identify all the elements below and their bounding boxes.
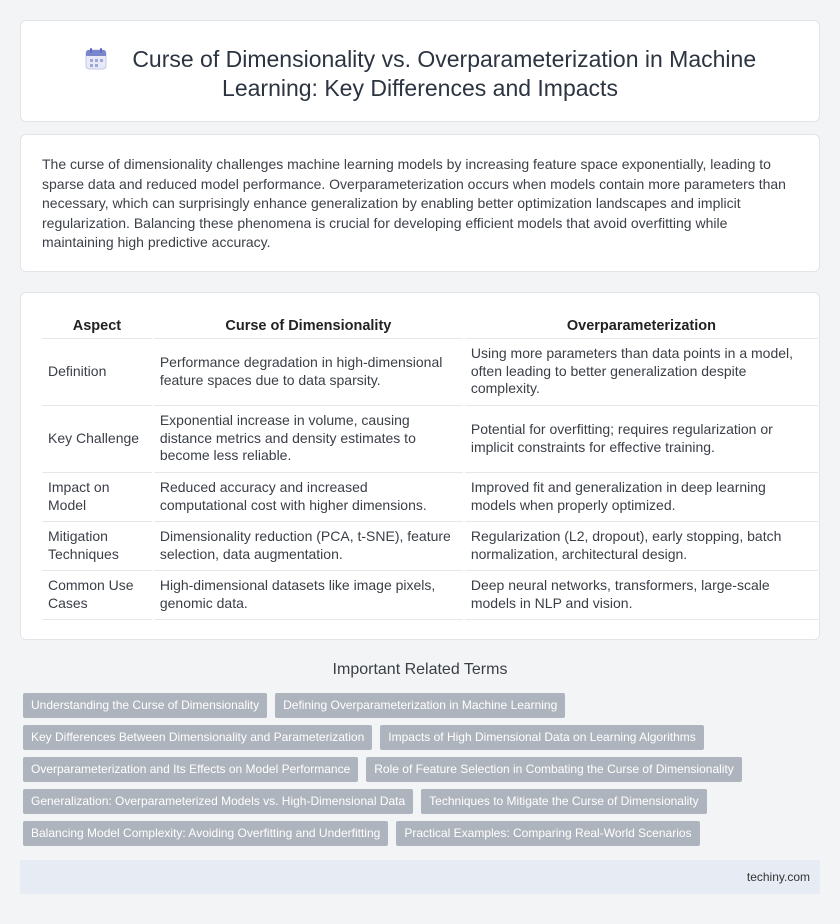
row-overparam: Deep neural networks, transformers, large-scale models in NLP and vision.	[464, 570, 818, 619]
table-row	[42, 570, 818, 619]
related-terms-row	[23, 693, 565, 718]
intro-card	[20, 134, 820, 272]
title-wrap	[61, 45, 779, 103]
row-overparam: Improved fit and generalization in deep learning models when properly optimized.	[464, 472, 818, 521]
page-title: Curse of Dimensionality vs. Overparameterization in Machine Learning: Key Differences and Impacts	[132, 46, 757, 101]
related-term-link[interactable]: Role of Feature Selection in Combating the Curse of Dimensionality	[366, 757, 742, 782]
title-card	[20, 20, 820, 122]
related-terms-row	[23, 821, 700, 846]
related-terms-row	[23, 789, 707, 814]
row-aspect: Key Challenge	[42, 405, 153, 472]
row-curse: Reduced accuracy and increased computational cost with higher dimensions.	[153, 472, 464, 521]
row-aspect: Mitigation Techniques	[42, 521, 153, 570]
calendar-icon	[84, 47, 108, 71]
header-overparam: Overparameterization	[464, 315, 818, 338]
related-terms-row	[23, 757, 742, 782]
related-terms-heading: Important Related Terms	[332, 661, 508, 678]
row-curse: High-dimensional datasets like image pixels, genomic data.	[153, 570, 464, 619]
intro-paragraph: The curse of dimensionality challenges machine learning models by increasing feature space exponentially, leading to sparse data and reduced model performance. Overparameterization occurs when models contain more parameters than necessary, which can surprisingly enhance generalization by enabling better optimization landscapes and implicit regularization. Balancing these phenomena is crucial for developing efficient models that avoid overfitting while maintaining high predictive accuracy.	[42, 156, 786, 250]
footer-brand[interactable]: techiny.com	[746, 870, 810, 884]
row-overparam: Potential for overfitting; requires regularization or implicit constraints for effective training.	[464, 405, 818, 472]
header-curse: Curse of Dimensionality	[153, 315, 464, 338]
row-overparam: Using more parameters than data points in a model, often leading to better generalization despite complexity.	[464, 338, 818, 405]
footer	[20, 860, 820, 894]
row-aspect: Definition	[42, 338, 153, 405]
row-curse: Dimensionality reduction (PCA, t-SNE), feature selection, data augmentation.	[153, 521, 464, 570]
related-term-link[interactable]: Techniques to Mitigate the Curse of Dimensionality	[421, 789, 706, 814]
row-overparam: Regularization (L2, dropout), early stopping, batch normalization, architectural design.	[464, 521, 818, 570]
related-term-link[interactable]: Generalization: Overparameterized Models vs. High-Dimensional Data	[23, 789, 413, 814]
related-term-link[interactable]: Impacts of High Dimensional Data on Learning Algorithms	[380, 725, 704, 750]
related-term-link[interactable]: Practical Examples: Comparing Real-World Scenarios	[396, 821, 699, 846]
related-term-link[interactable]: Understanding the Curse of Dimensionality	[23, 693, 267, 718]
row-aspect: Common Use Cases	[42, 570, 153, 619]
row-curse: Exponential increase in volume, causing distance metrics and density estimates to become less reliable.	[153, 405, 464, 472]
table-row	[42, 338, 818, 405]
header-aspect: Aspect	[42, 315, 153, 338]
row-aspect: Impact on Model	[42, 472, 153, 521]
related-term-link[interactable]: Defining Overparameterization in Machine Learning	[275, 693, 565, 718]
related-term-link[interactable]: Balancing Model Complexity: Avoiding Overfitting and Underfitting	[23, 821, 388, 846]
related-terms-row	[23, 725, 704, 750]
comparison-table-card	[20, 292, 820, 640]
related-term-link[interactable]: Key Differences Between Dimensionality and Parameterization	[23, 725, 372, 750]
related-term-link[interactable]: Overparameterization and Its Effects on Model Performance	[23, 757, 358, 782]
table-row	[42, 521, 818, 570]
table-header-row	[42, 315, 818, 338]
table-row	[42, 472, 818, 521]
comparison-table	[42, 315, 818, 620]
row-curse: Performance degradation in high-dimensional feature spaces due to data sparsity.	[153, 338, 464, 405]
table-row	[42, 405, 818, 472]
